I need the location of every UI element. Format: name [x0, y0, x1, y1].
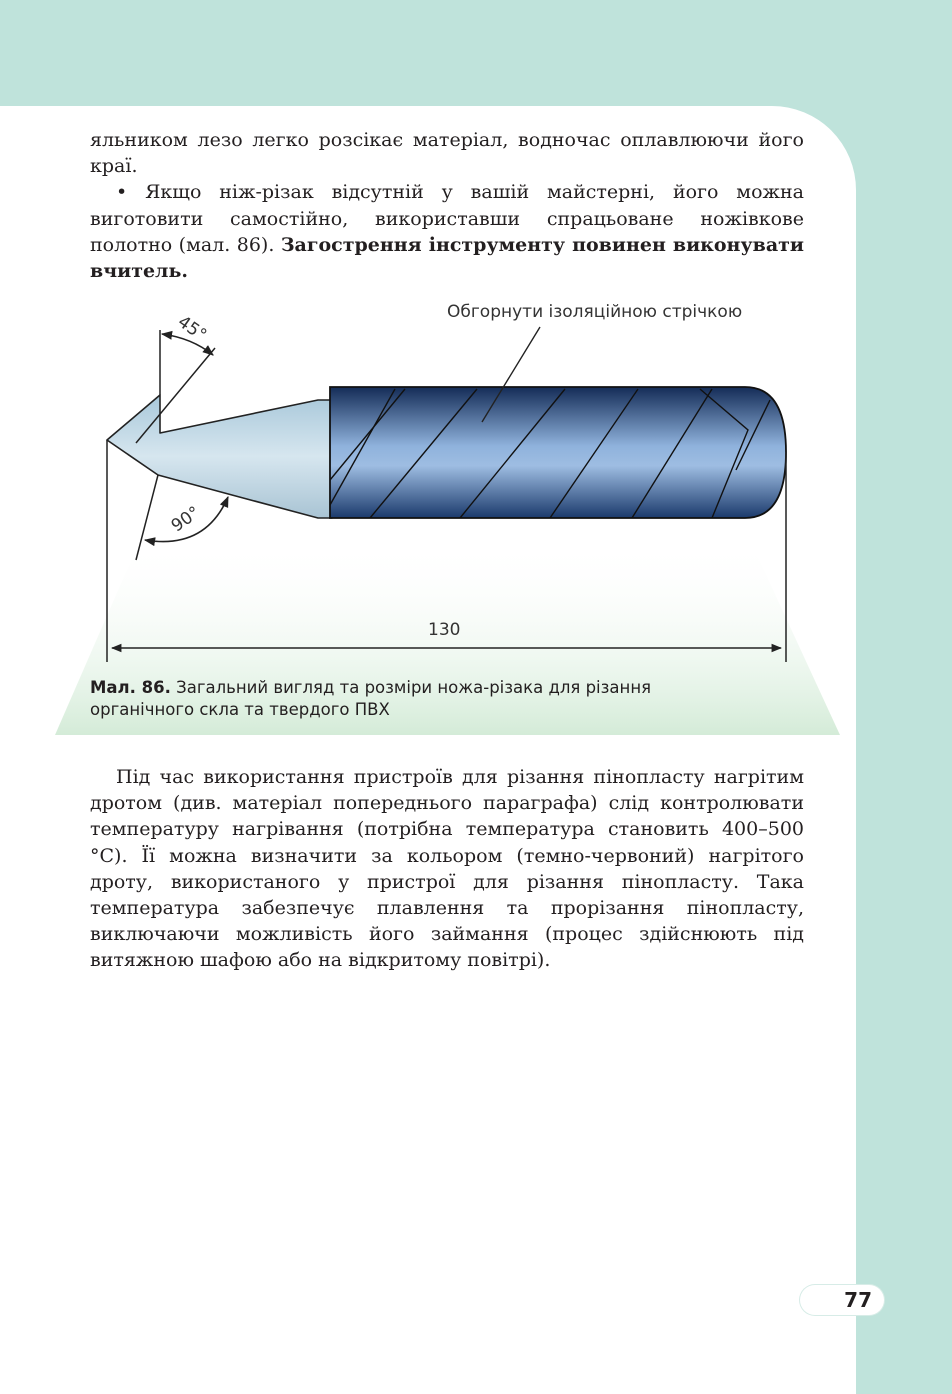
page-number: 77 — [800, 1285, 884, 1315]
blade — [107, 395, 332, 518]
wrap-label: Обгорнути ізоляційною стрічкою — [447, 302, 743, 322]
figure-86 — [0, 290, 856, 750]
top-text — [90, 127, 804, 284]
handle — [330, 387, 786, 518]
angle-90-label: 90° — [167, 502, 204, 537]
caption-text: Загальний вигляд та розміри ножа-різака для різання органічного скла та твердого ПВХ — [90, 678, 652, 719]
caption-number: Мал. 86. — [90, 678, 171, 697]
dimension-label: 130 — [428, 620, 461, 640]
paragraph-bullet-text: • Якщо ніж-різак відсутній у вашій майстерні, його можна виготовити самостійно, використавши спрацьоване ножівкове полотно (мал. 86). — [90, 181, 804, 256]
paragraph-bullet — [90, 179, 804, 284]
angle-45-label: 45° — [173, 311, 211, 346]
bottom-text — [90, 764, 804, 974]
paragraph-continuation: яльником лезо легко розсікає матеріал, водночас оплавлюючи його краї. — [90, 129, 804, 178]
figure-caption — [90, 677, 730, 721]
paragraph-temperature: Під час використання пристроїв для різання пінопласту нагрітим дротом (див. матеріал попереднього параграфа) слід контролювати температуру нагрівання (потрібна температура становить 400–500 °С). Її можна визначити за кольором (темно-червоний) нагрітого дроту, використаного у пристрої для різання пінопласту. Така температура забезпечує плавлення та прорізання пінопласту, виключаючи можливість його займання (процес здійснюють під витяжною шафою або на відкритому повітрі). — [90, 766, 804, 972]
paragraph-bullet-warning: Загострення інструменту повинен виконувати вчитель. — [90, 233, 805, 283]
